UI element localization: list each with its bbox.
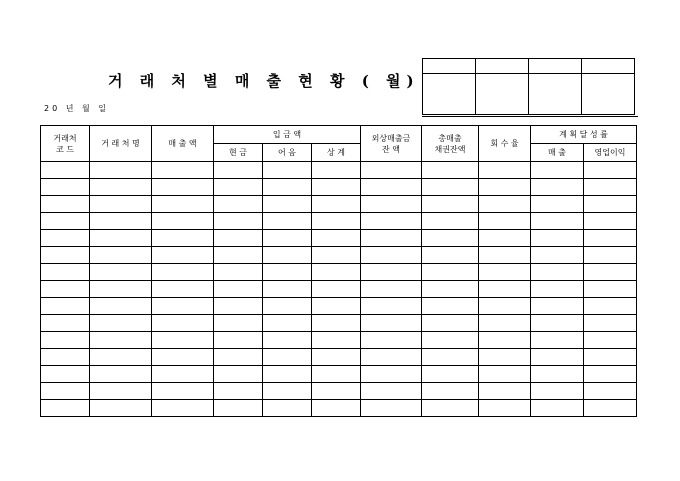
- header-code-line2: 코 드: [56, 144, 74, 154]
- table-cell[interactable]: [90, 298, 152, 315]
- table-cell[interactable]: [422, 230, 479, 247]
- table-row: [41, 315, 637, 332]
- table-cell[interactable]: [479, 179, 531, 196]
- table-cell[interactable]: [422, 213, 479, 230]
- table-cell[interactable]: [263, 162, 312, 179]
- table-cell[interactable]: [263, 315, 312, 332]
- table-cell[interactable]: [90, 400, 152, 417]
- table-cell[interactable]: [41, 349, 90, 366]
- header-ar: [361, 126, 422, 162]
- table-cell[interactable]: [422, 179, 479, 196]
- table-cell[interactable]: [152, 366, 214, 383]
- table-cell[interactable]: [90, 281, 152, 298]
- approval-cell-sign: [476, 74, 529, 115]
- table-cell[interactable]: [531, 247, 584, 264]
- table-cell[interactable]: [152, 247, 214, 264]
- table-cell[interactable]: [479, 196, 531, 213]
- page-title: 거 래 처 별 매 출 현 황 ( 월): [108, 72, 420, 90]
- table-cell[interactable]: [41, 366, 90, 383]
- table-row: [41, 247, 637, 264]
- header-total: [422, 126, 479, 162]
- table-cell[interactable]: [263, 332, 312, 349]
- approval-cell-header: [529, 59, 582, 74]
- table-cell[interactable]: [152, 315, 214, 332]
- approval-box: [422, 58, 635, 115]
- table-cell[interactable]: [263, 349, 312, 366]
- table-cell[interactable]: [422, 349, 479, 366]
- table-cell[interactable]: [152, 332, 214, 349]
- table-cell[interactable]: [361, 196, 422, 213]
- table-cell[interactable]: [263, 366, 312, 383]
- table-cell[interactable]: [312, 179, 361, 196]
- table-cell[interactable]: [531, 315, 584, 332]
- table-cell[interactable]: [214, 179, 263, 196]
- table-cell[interactable]: [531, 281, 584, 298]
- table-row: [41, 196, 637, 213]
- table-cell[interactable]: [214, 264, 263, 281]
- table-cell[interactable]: [152, 383, 214, 400]
- header-ar-line1: 외상매출금: [371, 133, 411, 143]
- table-cell[interactable]: [584, 213, 637, 230]
- approval-cell-sign: [582, 74, 635, 115]
- table-cell[interactable]: [263, 383, 312, 400]
- table-cell[interactable]: [214, 298, 263, 315]
- table-cell[interactable]: [361, 315, 422, 332]
- table-cell[interactable]: [422, 264, 479, 281]
- table-cell[interactable]: [361, 213, 422, 230]
- table-cell[interactable]: [214, 162, 263, 179]
- table-cell[interactable]: [361, 264, 422, 281]
- table-cell[interactable]: [312, 264, 361, 281]
- table-cell[interactable]: [152, 162, 214, 179]
- table-cell[interactable]: [90, 213, 152, 230]
- table-cell[interactable]: [422, 366, 479, 383]
- table-cell[interactable]: [584, 162, 637, 179]
- table-cell[interactable]: [584, 179, 637, 196]
- table-cell[interactable]: [312, 230, 361, 247]
- table-cell[interactable]: [152, 230, 214, 247]
- table-cell[interactable]: [152, 213, 214, 230]
- table-cell[interactable]: [312, 196, 361, 213]
- table-cell[interactable]: [90, 315, 152, 332]
- table-cell[interactable]: [152, 196, 214, 213]
- table-cell[interactable]: [214, 383, 263, 400]
- table-cell[interactable]: [531, 366, 584, 383]
- table-cell[interactable]: [41, 162, 90, 179]
- table-cell[interactable]: [584, 349, 637, 366]
- table-cell[interactable]: [263, 264, 312, 281]
- table-cell[interactable]: [312, 247, 361, 264]
- table-cell[interactable]: [361, 349, 422, 366]
- date-line: 20 년 월 일: [44, 104, 109, 113]
- table-cell[interactable]: [41, 247, 90, 264]
- table-cell[interactable]: [361, 383, 422, 400]
- table-row: [41, 298, 637, 315]
- table-cell[interactable]: [90, 230, 152, 247]
- header-ar-line2: 잔 액: [382, 144, 400, 154]
- header-total-line2: 채권잔액: [434, 144, 466, 154]
- table-cell[interactable]: [41, 179, 90, 196]
- table-cell[interactable]: [361, 400, 422, 417]
- table-cell[interactable]: [422, 383, 479, 400]
- table-cell[interactable]: [41, 196, 90, 213]
- table-row: [41, 400, 637, 417]
- table-cell[interactable]: [214, 332, 263, 349]
- table-cell[interactable]: [90, 196, 152, 213]
- table-row: [41, 349, 637, 366]
- table-cell[interactable]: [41, 332, 90, 349]
- header-deposit: 입 금 액: [214, 126, 361, 144]
- table-cell[interactable]: [312, 400, 361, 417]
- table-cell[interactable]: [479, 162, 531, 179]
- table-cell[interactable]: [263, 196, 312, 213]
- table-cell[interactable]: [584, 196, 637, 213]
- approval-underline: [422, 116, 638, 117]
- table-row: [41, 264, 637, 281]
- approval-cell-header: [582, 59, 635, 74]
- table-cell[interactable]: [479, 332, 531, 349]
- table-cell[interactable]: [312, 298, 361, 315]
- table-cell[interactable]: [479, 366, 531, 383]
- table-cell[interactable]: [422, 332, 479, 349]
- header-cash: 현 금: [214, 144, 263, 162]
- table-row: [41, 332, 637, 349]
- header-code-line1: 거래처: [53, 133, 77, 143]
- table-row: [41, 366, 637, 383]
- sales-table: [40, 125, 637, 417]
- header-plan-profit: 영업이익: [584, 144, 637, 162]
- table-cell[interactable]: [263, 230, 312, 247]
- table-cell[interactable]: [584, 383, 637, 400]
- table-cell[interactable]: [214, 281, 263, 298]
- header-total-line1: 총매출: [438, 133, 462, 143]
- table-cell[interactable]: [263, 179, 312, 196]
- table-cell[interactable]: [422, 281, 479, 298]
- table-cell[interactable]: [214, 400, 263, 417]
- table-cell[interactable]: [531, 332, 584, 349]
- header-note: 어 음: [263, 144, 312, 162]
- table-cell[interactable]: [41, 230, 90, 247]
- table-cell[interactable]: [41, 315, 90, 332]
- table-cell[interactable]: [584, 247, 637, 264]
- table-cell[interactable]: [531, 196, 584, 213]
- table-cell[interactable]: [361, 162, 422, 179]
- table-cell[interactable]: [41, 264, 90, 281]
- table-cell[interactable]: [531, 349, 584, 366]
- table-cell[interactable]: [152, 298, 214, 315]
- table-cell[interactable]: [361, 179, 422, 196]
- table-row: [41, 230, 637, 247]
- table-cell[interactable]: [422, 196, 479, 213]
- table-cell[interactable]: [422, 400, 479, 417]
- table-row: [41, 383, 637, 400]
- table-cell[interactable]: [41, 281, 90, 298]
- table-cell[interactable]: [312, 349, 361, 366]
- table-cell[interactable]: [584, 332, 637, 349]
- table-cell[interactable]: [361, 281, 422, 298]
- header-turnover: 회 수 율: [479, 126, 531, 162]
- table-cell[interactable]: [152, 281, 214, 298]
- table-cell[interactable]: [422, 247, 479, 264]
- table-body: [41, 162, 637, 417]
- table-cell[interactable]: [263, 298, 312, 315]
- table-cell[interactable]: [263, 281, 312, 298]
- header-plan-sales: 매 출: [531, 144, 584, 162]
- approval-cell-header: [423, 59, 476, 74]
- table-cell[interactable]: [312, 332, 361, 349]
- table-cell[interactable]: [214, 247, 263, 264]
- table-cell[interactable]: [479, 383, 531, 400]
- table-cell[interactable]: [479, 213, 531, 230]
- table-row: [41, 162, 637, 179]
- table-row: [41, 179, 637, 196]
- table-cell[interactable]: [263, 213, 312, 230]
- table-cell[interactable]: [479, 264, 531, 281]
- table-row: [41, 281, 637, 298]
- table-cell[interactable]: [479, 298, 531, 315]
- table-cell[interactable]: [361, 298, 422, 315]
- header-code: [41, 126, 90, 162]
- table-cell[interactable]: [422, 315, 479, 332]
- table-cell[interactable]: [422, 162, 479, 179]
- table-cell[interactable]: [479, 281, 531, 298]
- table-cell[interactable]: [90, 383, 152, 400]
- table-cell[interactable]: [90, 162, 152, 179]
- table-cell[interactable]: [531, 298, 584, 315]
- table-cell[interactable]: [584, 315, 637, 332]
- table-cell[interactable]: [214, 366, 263, 383]
- table-cell[interactable]: [479, 230, 531, 247]
- table-cell[interactable]: [214, 349, 263, 366]
- table-cell[interactable]: [531, 400, 584, 417]
- table-cell[interactable]: [312, 366, 361, 383]
- table-cell[interactable]: [361, 332, 422, 349]
- table-cell[interactable]: [90, 366, 152, 383]
- table-cell[interactable]: [531, 162, 584, 179]
- table-cell[interactable]: [312, 315, 361, 332]
- table-cell[interactable]: [531, 383, 584, 400]
- approval-cell-sign: [423, 74, 476, 115]
- table-cell[interactable]: [584, 298, 637, 315]
- table-cell[interactable]: [152, 264, 214, 281]
- table-cell[interactable]: [214, 196, 263, 213]
- table-cell[interactable]: [422, 298, 479, 315]
- table-cell[interactable]: [152, 349, 214, 366]
- table-cell[interactable]: [214, 230, 263, 247]
- approval-cell-sign: [529, 74, 582, 115]
- header-name: 거 래 처 명: [90, 126, 152, 162]
- table-cell[interactable]: [152, 400, 214, 417]
- table-cell[interactable]: [584, 230, 637, 247]
- table-cell[interactable]: [312, 281, 361, 298]
- table-cell[interactable]: [263, 400, 312, 417]
- header-plan: 계 획 달 성 률: [531, 126, 637, 144]
- table-cell[interactable]: [41, 298, 90, 315]
- table-cell[interactable]: [214, 315, 263, 332]
- table-cell[interactable]: [479, 247, 531, 264]
- table-cell[interactable]: [152, 179, 214, 196]
- table-cell[interactable]: [531, 179, 584, 196]
- table-cell[interactable]: [479, 315, 531, 332]
- table-cell[interactable]: [90, 332, 152, 349]
- table-cell[interactable]: [312, 213, 361, 230]
- table-cell[interactable]: [584, 281, 637, 298]
- table-cell[interactable]: [312, 383, 361, 400]
- table-cell[interactable]: [90, 264, 152, 281]
- table-cell[interactable]: [531, 213, 584, 230]
- table-cell[interactable]: [584, 366, 637, 383]
- table-cell[interactable]: [90, 247, 152, 264]
- table-cell[interactable]: [41, 400, 90, 417]
- table-cell[interactable]: [312, 162, 361, 179]
- table-cell[interactable]: [531, 264, 584, 281]
- table-cell[interactable]: [361, 230, 422, 247]
- table-cell[interactable]: [531, 230, 584, 247]
- table-cell[interactable]: [41, 213, 90, 230]
- table-cell[interactable]: [214, 213, 263, 230]
- table-cell[interactable]: [41, 383, 90, 400]
- table-cell[interactable]: [584, 400, 637, 417]
- table-cell[interactable]: [584, 264, 637, 281]
- table-row: [41, 213, 637, 230]
- header-sales: 매 출 액: [152, 126, 214, 162]
- table-cell[interactable]: [361, 366, 422, 383]
- approval-cell-header: [476, 59, 529, 74]
- table-cell[interactable]: [263, 247, 312, 264]
- table-cell[interactable]: [90, 349, 152, 366]
- table-cell[interactable]: [479, 349, 531, 366]
- table-cell[interactable]: [361, 247, 422, 264]
- header-sum: 상 계: [312, 144, 361, 162]
- table-cell[interactable]: [479, 400, 531, 417]
- table-cell[interactable]: [90, 179, 152, 196]
